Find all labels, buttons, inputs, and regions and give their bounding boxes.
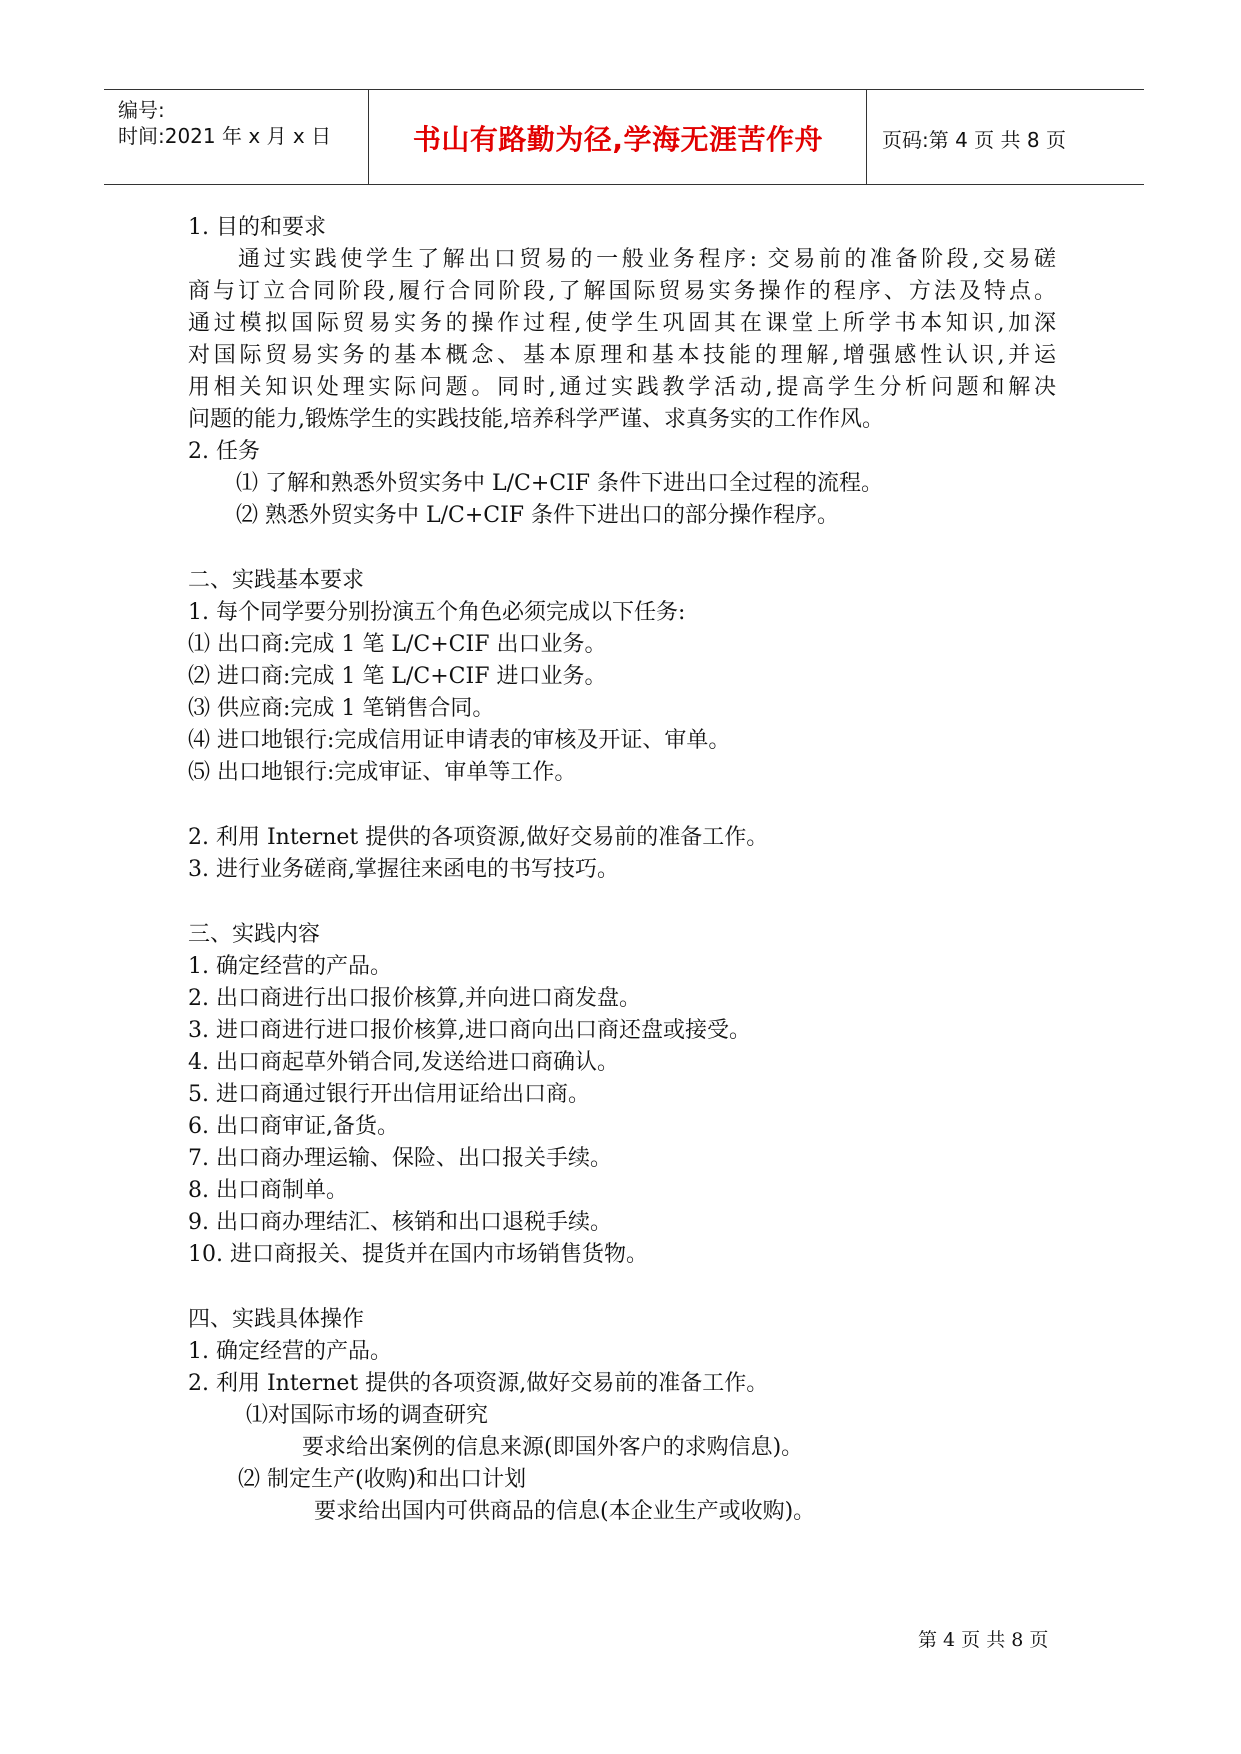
header-motto: 书山有路勤为径,学海无涯苦作舟 [412, 123, 824, 156]
list-item: 7. 出口商办理运输、保险、出口报关手续。 [188, 1146, 612, 1171]
list-item: 4. 出口商起草外销合同,发送给进口商确认。 [188, 1050, 619, 1075]
sub-item: ⑴对国际市场的调查研究 [246, 1403, 489, 1428]
list-item: ⑸ 出口地银行:完成审证、审单等工作。 [188, 760, 577, 785]
paragraph-line: 用相关知识处理实际问题。同时,通过实践教学活动,提高学生分析问题和解决 [188, 375, 1056, 400]
header-page-label: 页码:第 4 页 共 8 页 [882, 128, 1066, 152]
sub-item-requirement: 要求给出国内可供商品的信息(本企业生产或收购)。 [314, 1499, 816, 1524]
page-header [104, 89, 1144, 185]
list-item: ⑴ 出口商:完成 1 笔 L/C+CIF 出口业务。 [188, 632, 607, 657]
list-item: ⑵ 进口商:完成 1 笔 L/C+CIF 进口业务。 [188, 664, 607, 689]
sub-item-requirement: 要求给出案例的信息来源(即国外客户的求购信息)。 [302, 1435, 804, 1460]
list-item: 2. 出口商进行出口报价核算,并向进口商发盘。 [188, 986, 641, 1011]
header-page-cell [868, 90, 1144, 184]
list-item: 1. 确定经营的产品。 [188, 954, 392, 979]
paragraph-line: 问题的能力,锻炼学生的实践技能,培养科学严谨、求真务实的工作作风。 [188, 407, 884, 432]
header-meta [104, 90, 369, 184]
list-item: 10. 进口商报关、提货并在国内市场销售货物。 [188, 1242, 648, 1267]
paragraph-line: 通过模拟国际贸易实务的操作过程,使学生巩固其在课堂上所学书本知识,加深 [188, 311, 1056, 336]
task-item: ⑴ 了解和熟悉外贸实务中 L/C+CIF 条件下进出口全过程的流程。 [236, 471, 884, 496]
list-item: 9. 出口商办理结汇、核销和出口退税手续。 [188, 1210, 612, 1235]
list-item: 5. 进口商通过银行开出信用证给出口商。 [188, 1082, 590, 1107]
list-item: 2. 利用 Internet 提供的各项资源,做好交易前的准备工作。 [188, 1371, 769, 1396]
list-item: 3. 进口商进行进口报价核算,进口商向出口商还盘或接受。 [188, 1018, 751, 1043]
item1-title: 1. 目的和要求 [188, 215, 326, 240]
list-item: ⑷ 进口地银行:完成信用证申请表的审核及开证、审单。 [188, 728, 731, 753]
sub-item: ⑵ 制定生产(收购)和出口计划 [238, 1467, 527, 1492]
page-footer: 第 4 页 共 8 页 [918, 1629, 1049, 1651]
list-item: 1. 确定经营的产品。 [188, 1339, 392, 1364]
paragraph-line: 商与订立合同阶段,履行合同阶段,了解国际贸易实务操作的程序、方法及特点。 [188, 279, 1056, 304]
header-time-label: 时间:2021 年 x 月 x 日 [118, 124, 332, 148]
list-item: 1. 每个同学要分别扮演五个角色必须完成以下任务: [188, 600, 686, 625]
header-motto-cell [370, 90, 867, 184]
list-item: 2. 利用 Internet 提供的各项资源,做好交易前的准备工作。 [188, 825, 769, 850]
list-item: ⑶ 供应商:完成 1 笔销售合同。 [188, 696, 495, 721]
paragraph-line: 通过实践使学生了解出口贸易的一般业务程序: 交易前的准备阶段,交易磋 [238, 247, 1056, 272]
list-item: 8. 出口商制单。 [188, 1178, 348, 1203]
section4-heading: 四、实践具体操作 [188, 1307, 365, 1332]
item2-title: 2. 任务 [188, 439, 260, 464]
list-item: 3. 进行业务磋商,掌握往来函电的书写技巧。 [188, 857, 619, 882]
task-item: ⑵ 熟悉外贸实务中 L/C+CIF 条件下进出口的部分操作程序。 [236, 503, 840, 528]
section2-heading: 二、实践基本要求 [188, 568, 365, 593]
paragraph-line: 对国际贸易实务的基本概念、基本原理和基本技能的理解,增强感性认识,并运 [188, 343, 1056, 368]
list-item: 6. 出口商审证,备货。 [188, 1114, 399, 1139]
section3-heading: 三、实践内容 [188, 922, 321, 947]
header-number-label: 编号: [118, 98, 165, 122]
